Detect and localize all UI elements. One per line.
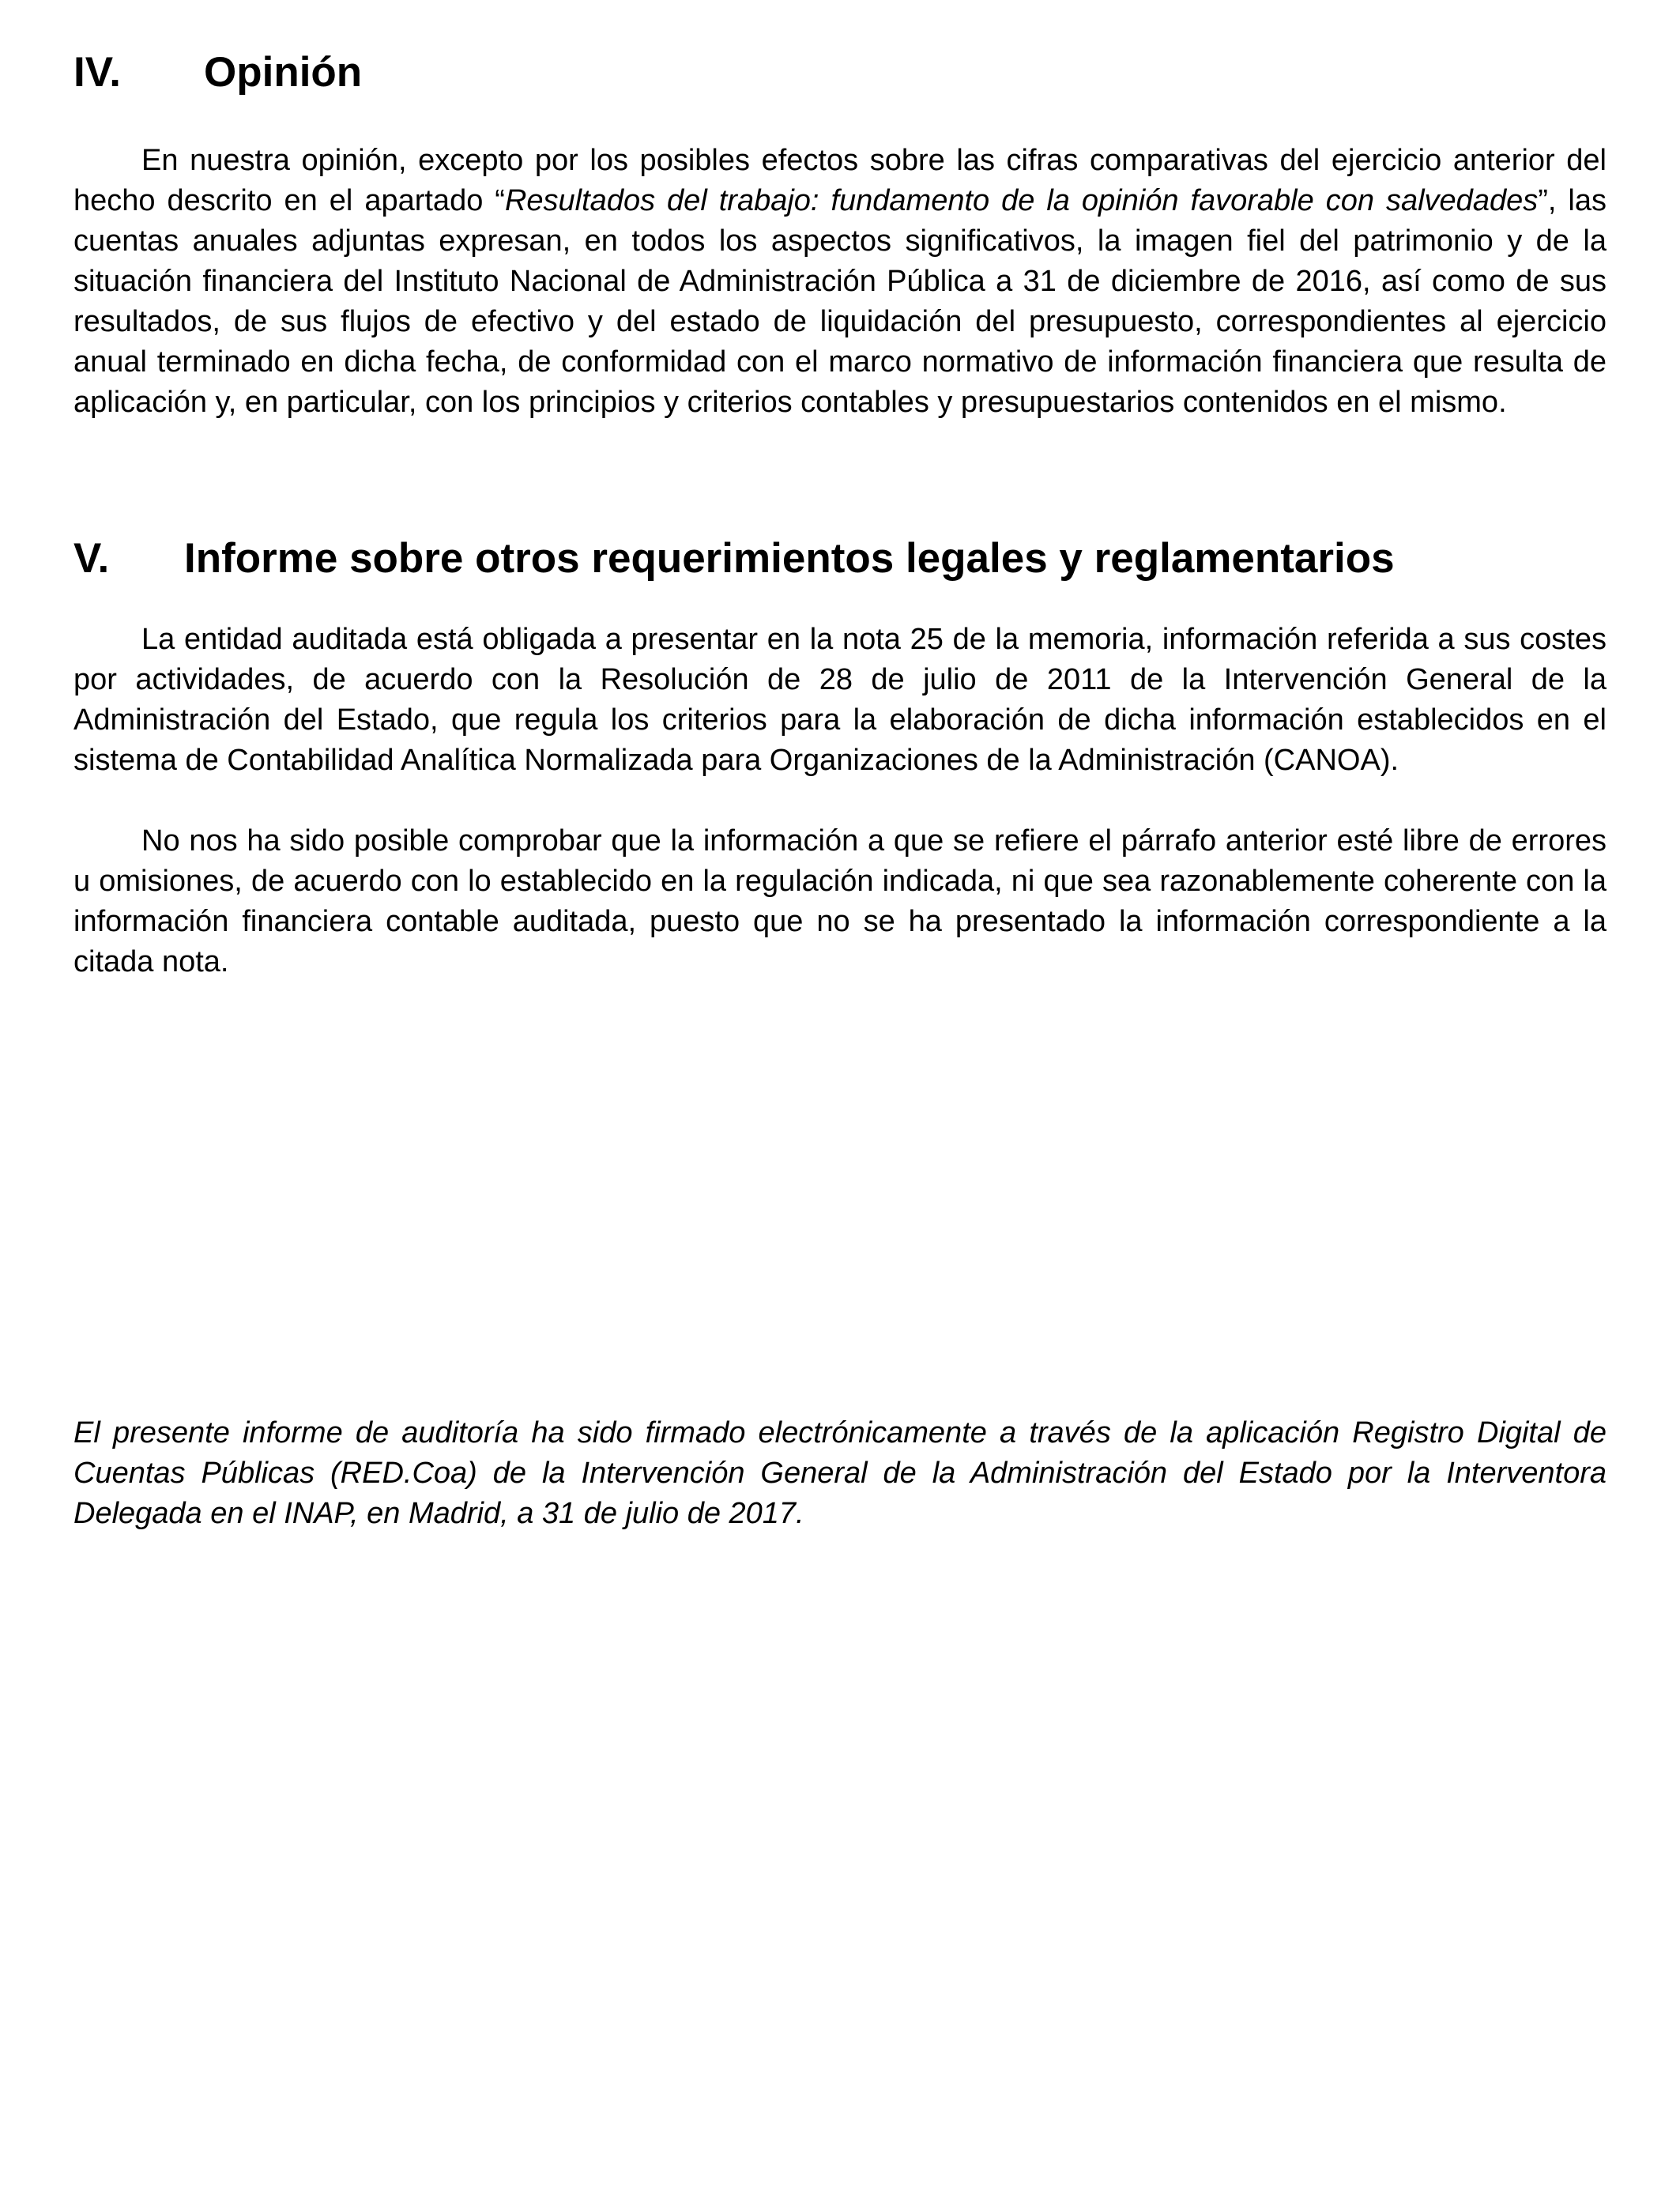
section-v-title: Informe sobre otros requerimientos legales y reglamentarios — [184, 534, 1395, 582]
legal-requirements-paragraph-1: La entidad auditada está obligada a presentar en la nota 25 de la memoria, información referida a sus costes por actividades, de acuerdo con la Resolución de 28 de julio de 2011 de la Intervención General de la Administración del Estado, que regula los criterios para la elaboración de dicha información establecidos en el sistema de Contabilidad Analítica Normalizada para Organizaciones de la Administración (CANOA). — [73, 623, 1607, 778]
document-page — [73, 47, 1607, 1534]
section-iv-number: IV. — [73, 49, 121, 96]
opinion-text-after: ”, las cuentas anuales adjuntas expresan, en todos los aspectos significativos, la imagen fiel del patrimonio y de la situación financiera del Instituto Nacional de Administración Pública a 31 de diciembre de 2016, así como de sus resultados, de sus flujos de efectivo y del estado de liquidación del presupuesto, correspondientes al ejercicio anual terminado en dicha fecha, de conformidad con el marco normativo de información financiera que resulta de aplicación y, en particular, con los principios y criterios contables y presupuestarios contenidos en el mismo. — [73, 183, 1607, 419]
opinion-paragraph — [73, 141, 1607, 423]
section-v-number: V. — [73, 534, 110, 582]
section-iv-title: Opinión — [204, 49, 363, 96]
section-v-heading — [73, 533, 1607, 584]
legal-requirements-paragraph-2: No nos ha sido posible comprobar que la información a que se refiere el párrafo anterior esté libre de errores u omisiones, de acuerdo con lo establecido en la regulación indicada, ni que sea razonablemente coherente con la información financiera contable auditada, puesto que no se ha presentado la información correspondiente a la citada nota. — [73, 824, 1607, 979]
opinion-text-before: En nuestra opinión, excepto por los posibles efectos sobre las cifras comparativas del ejercicio anterior del hecho descrito en el apartado “ — [73, 143, 1607, 217]
opinion-italic-reference: Resultados del trabajo: fundamento de la opinión favorable con salvedades — [504, 183, 1539, 217]
section-iv-heading — [73, 47, 1607, 98]
electronic-signature-statement: El presente informe de auditoría ha sido firmado electrónicamente a través de la aplicación Registro Digital de Cuentas Públicas (RED.Coa) de la Intervención General de la Administración del Estado por la Interventora Delegada en el INAP, en Madrid, a 31 de julio de 2017. — [73, 1416, 1607, 1531]
